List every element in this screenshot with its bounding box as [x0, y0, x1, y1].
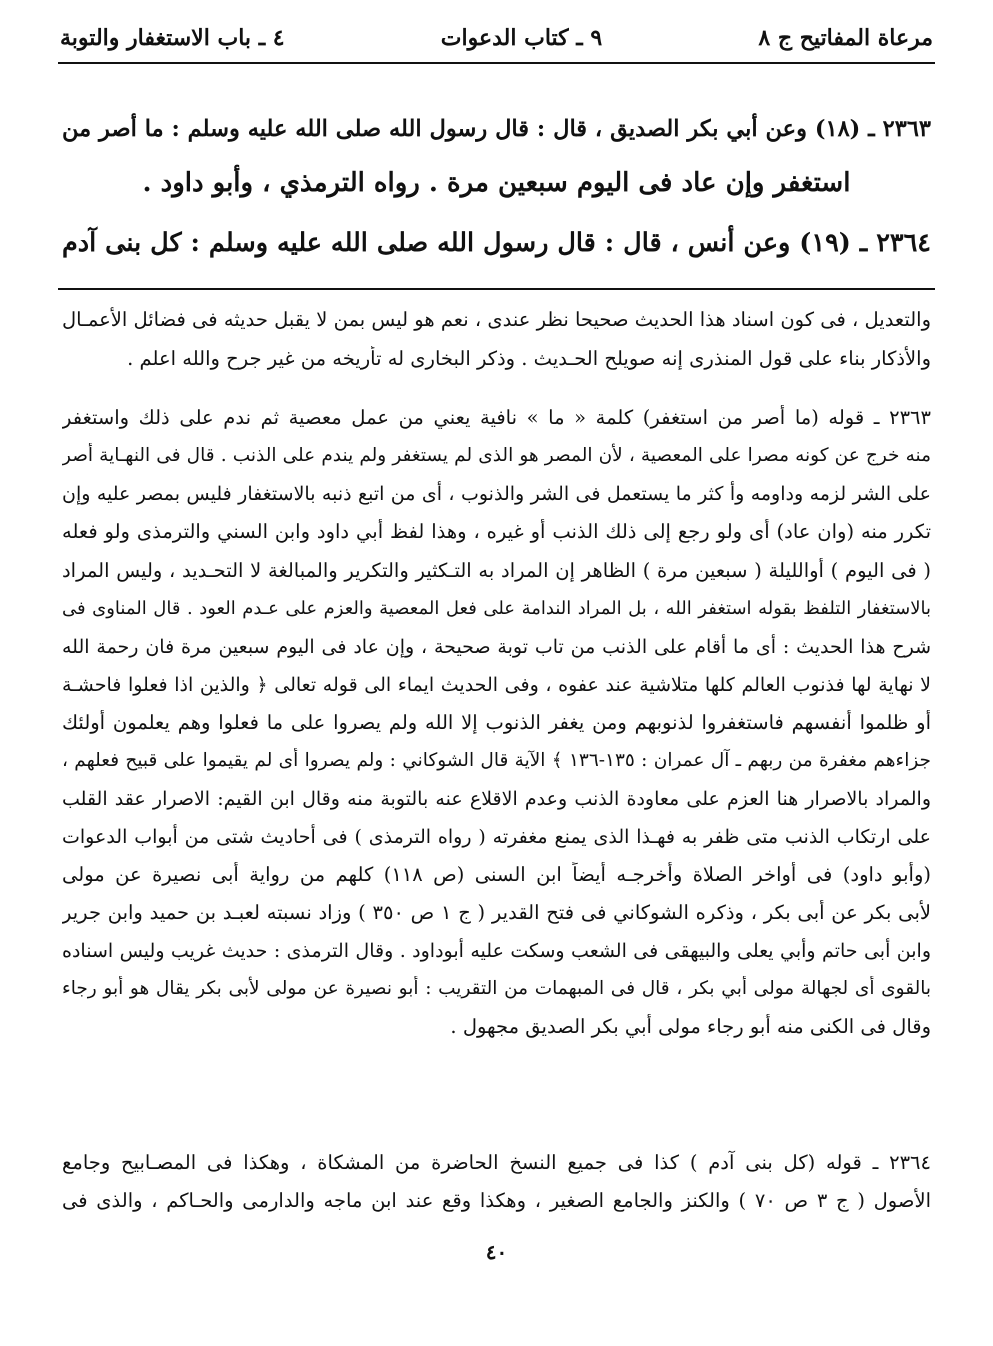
header-section: ٤ ـ باب الاستغفار والتوبة — [60, 25, 285, 51]
commentary-line: وابن أبى حاتم وأبي يعلى والبيهقى فى الشعب وسكت عليه أبوداود . وقال الترمذى : حديث غريب وليس اسناده — [62, 940, 931, 962]
commentary-line: لا نهاية لها فذنوب العالم كلها متلاشية عند عفوه ، وفى الحديث ايماء الى قوله تعالى ﴿ والذين اذا فعلوا فاحشـة — [62, 674, 931, 696]
commentary-line: على ارتكاب الذنب متى ظفر به فهـذا الذى يمنع مغفرته ( رواه الترمذى ) فى أحاديث شتى من أبواب الدعوات — [62, 826, 931, 848]
header-chapter: ٩ ـ كتاب الدعوات — [440, 25, 603, 51]
commentary-line: الأصول ( ج ٣ ص ٧٠ ) والكنز والجامع الصغير ، وهكذا وقع عند ابن ماجه والدارمى والحـاكم ، والذى فى — [62, 1189, 931, 1212]
commentary-line: على الشر لزمه وداومه وأ كثر ما يستعمل فى الشر والذنوب ، أى من اتبع ذنبه بالاستغفار فليس بمصر عليه وإن — [62, 483, 931, 505]
header-book-title: مرعاة المفاتيح ج ٨ — [758, 25, 933, 51]
hadith-line: ٢٣٦٣ ـ (١٨) وعن أبي بكر الصديق ، قال : قال رسول الله صلى الله عليه وسلم : ما أصر من — [62, 116, 931, 142]
header-rule — [58, 62, 935, 64]
running-header — [60, 18, 933, 58]
commentary-line: بالاستغفار التلفظ بقوله استغفر الله ، بل المراد الندامة على فعل المعصية والعزم على عـدم العود . قال المناوى فى — [62, 598, 931, 619]
hadith-line: ٢٣٦٤ ـ (١٩) وعن أنس ، قال : قال رسول الله صلى الله عليه وسلم : كل بنى آدم — [62, 228, 932, 258]
hadith-line: استغفر وإن عاد فى اليوم سبعين مرة . رواه الترمذي ، وأبو داود . — [142, 168, 851, 198]
commentary-line: وقال فى الكنى منه أبو رجاء مولى أبي بكر الصديق مجهول . — [450, 1015, 931, 1038]
commentary-line: لأبى بكر عن أبى بكر ، وذكره الشوكاني فى فتح القدير ( ج ١ ص ٣٥٠ ) وزاد نسبته لعبـد بن حميد وابن جرير — [62, 901, 931, 924]
commentary-line: تكرر منه (وان عاد) أى ولو رجع إلى ذلك الذنب أو غيره ، وهذا لفظ أبي داود وابن السني والترمذى ولو فعله — [62, 520, 931, 543]
commentary-line: جزاءهم مغفرة من ربهم ـ آل عمران : ١٣٥-١٣٦ ﴾ الآية قال الشوكاني : ولم يصروا أى لم يقيموا على قبيح فعلهم ، — [62, 750, 931, 771]
commentary-line: منه خرج عن كونه مصرا على المعصية ، لأن المصر هو الذى لم يستغفر ولم يندم على الذنب . قال فى النهـاية أصر — [62, 445, 931, 466]
commentary-line: والمراد بالاصرار هنا العزم على معاودة الذنب وعدم الاقلاع عنه بالتوبة منه وقال ابن القيم: الاصرار عقد القلب — [62, 788, 931, 810]
commentary-line: ( فى اليوم ) أوالليلة ( سبعين مرة ) الظاهر إن المراد به التـكثير والتكرير والمبالغة لا التحـديد ، وليس المراد — [62, 559, 931, 582]
commentary-line: والأذكار بناء على قول المنذرى إنه صويلح الحـديث . وذكر البخارى له تأريخه من غير جرح والله اعلم . — [127, 347, 931, 370]
commentary-line: (وأبو داود) فى أواخر الصلاة وأخرجـه أيضاً ابن السنى (ص ١١٨) كلهم من رواية أبى نصيرة عن مولى — [62, 863, 931, 886]
commentary-line: بالقوى أى لجهالة مولى أبي بكر ، قال فى المبهمات من التقريب : أبو نصيرة عن مولى لأبى بكر يقال هو أبو رجاء — [62, 978, 931, 999]
commentary-line: ٢٣٦٣ ـ قوله (ما أصر من استغفر) كلمة « ما » نافية يعني من عمل معصية ثم ندم على ذلك واستغفر — [62, 406, 931, 429]
commentary-line: ٢٣٦٤ ـ قوله (كل بنى آدم ) كذا فى جميع النسخ الحاضرة من المشكاة ، وهكذا فى المصـابيح وجامع — [62, 1151, 931, 1174]
hadith-commentary-separator — [58, 288, 935, 290]
commentary-line: والتعديل ، فى كون اسناد هذا الحديث صحيحا نظر عندى ، نعم هو ليس بمن لا يقبل حديثه فى فضائل الأعمـال — [62, 308, 931, 331]
commentary-line: أو ظلموا أنفسهم فاستغفروا لذنوبهم ومن يغفر الذنوب إلا الله ولم يصروا على ما فعلوا وهم يعلمون أولئك — [62, 711, 931, 734]
commentary-line: شرح هذا الحديث : أى ما أقام على الذنب من تاب توبة صحيحة ، وإن عاد فى اليوم سبعين مرة فان رحمة الله — [62, 636, 931, 658]
page-number: ٤٠ — [485, 1240, 508, 1264]
